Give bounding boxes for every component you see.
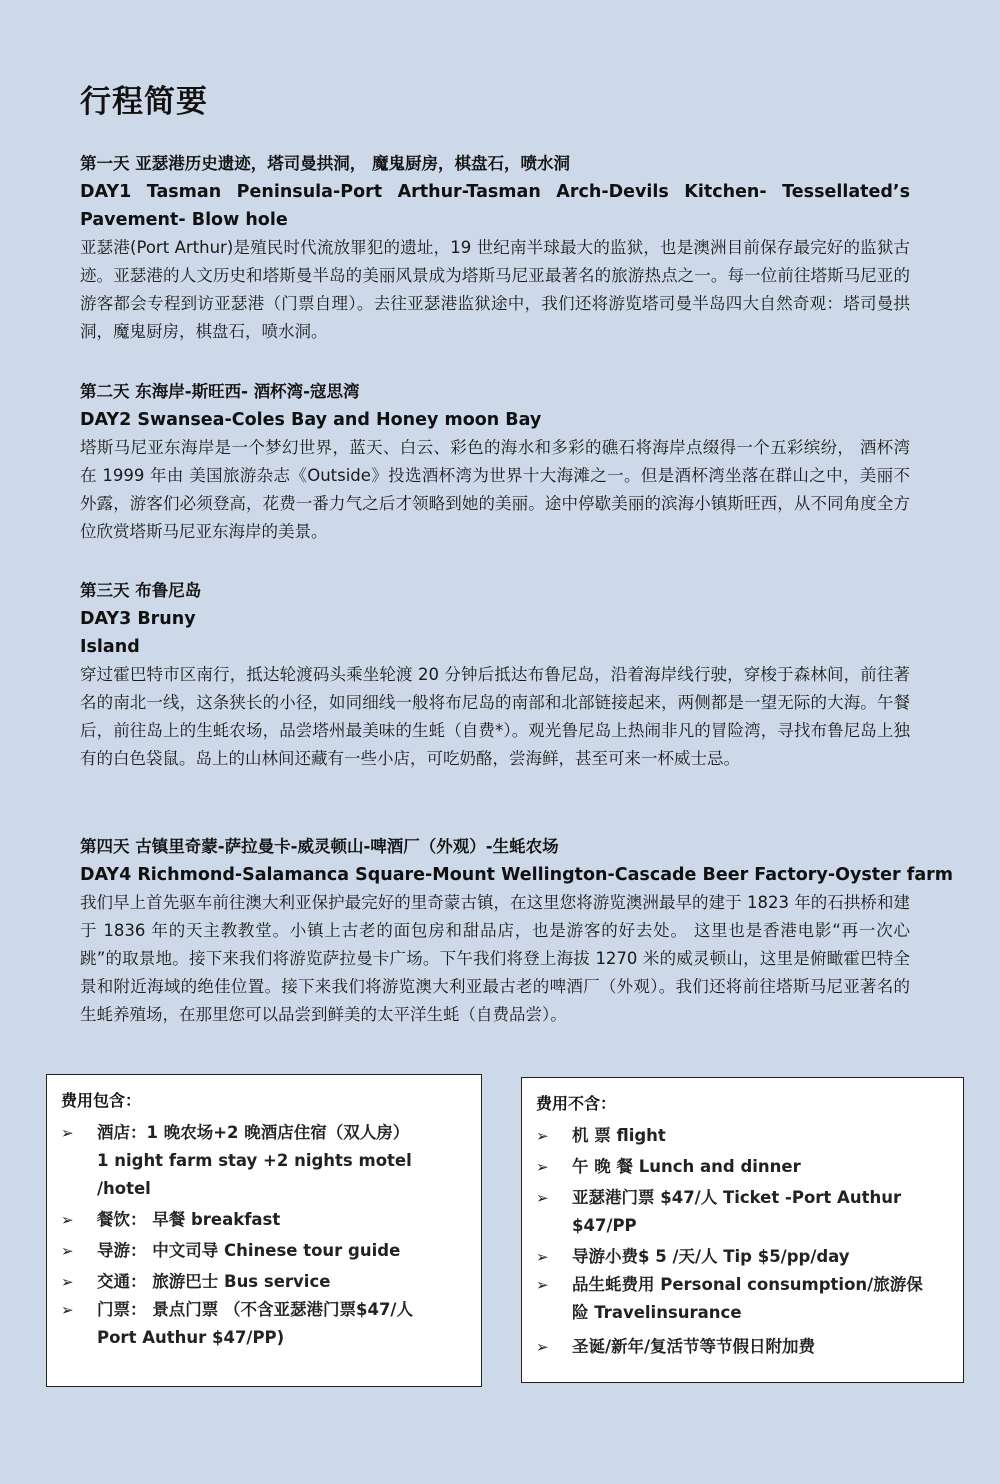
arrow-bullet-icon: ➢ <box>61 1242 74 1260</box>
arrow-bullet-icon: ➢ <box>61 1301 74 1319</box>
excluded-item: ➢ 品生蚝费用 Personal consumption/旅游保 <box>536 1271 949 1299</box>
included-item: ➢ 交通： 旅游巴士 Bus service <box>61 1268 467 1296</box>
excluded-item: ➢ 机 票 flight <box>536 1122 949 1150</box>
fees-included-box <box>46 1074 482 1387</box>
arrow-bullet-icon: ➢ <box>536 1158 549 1176</box>
day-2-english-title: DAY2 Swansea-Coles Bay and Honey moon Bay <box>80 410 542 430</box>
day-1-section <box>80 150 910 346</box>
included-item: ➢ 门票： 景点门票 （不含亚瑟港门票$47/人 <box>61 1296 467 1324</box>
fees-excluded-title: 费用不含： <box>536 1094 617 1113</box>
day-4-english-title: DAY4 Richmond-Salamanca Square-Mount Wellington-Cascade Beer Factory-Oyster farm <box>80 865 954 885</box>
page-title: 行程简要 <box>80 84 208 120</box>
day-2-description: 塔斯马尼亚东海岸是一个梦幻世界，蓝天、白云、彩色的海水和多彩的礁石将海岸点缀得一个五彩缤纷， 酒杯湾在 1999 年由 美国旅游杂志《Outside》投选酒杯湾为世界十大海滩之一。但是酒杯湾坐落在群山之中，美丽不外露，游客们必须登高，花费一番力气之后才领略到她的美丽。途中停歇美丽的滨海小镇斯旺西，从不同角度全方位欣赏塔斯马尼亚东海岸的美景。 <box>80 438 910 541</box>
day-2-section <box>80 378 910 546</box>
arrow-bullet-icon: ➢ <box>536 1338 549 1356</box>
included-item: ➢ 酒店：1 晚农场+2 晚酒店住宿（双人房） <box>61 1119 467 1147</box>
included-item-continued: Port Authur $47/PP) <box>97 1328 285 1347</box>
day-4-title: 第四天 古镇里奇蒙-萨拉曼卡-威灵顿山-啤酒厂（外观）-生蚝农场 <box>80 837 559 856</box>
arrow-bullet-icon: ➢ <box>536 1276 549 1294</box>
day-3-section <box>80 577 910 773</box>
excluded-item-continued: 险 Travelinsurance <box>572 1303 742 1322</box>
fees-included-title: 费用包含： <box>61 1091 142 1110</box>
excluded-item: ➢ 午 晚 餐 Lunch and dinner <box>536 1153 949 1181</box>
arrow-bullet-icon: ➢ <box>61 1211 74 1229</box>
day-4-description: 我们早上首先驱车前往澳大利亚保护最完好的里奇蒙古镇，在这里您将游览澳洲最早的建于 1823 年的石拱桥和建于 1836 年的天主教教堂。小镇上古老的面包房和甜品店，也是游客的好去处。 这里也是香港电影“再一次心跳”的取景地。接下来我们将游览萨拉曼卡广场。下午我们将登上海拔 1270 米的威灵顿山，这里是俯瞰霍巴特全景和附近海域的绝佳位置。接下来我们将游览澳大利亚最古老的啤酒厂（外观）。我们还将前往塔斯马尼亚著名的生蚝养殖场，在那里您可以品尝到鲜美的太平洋生蚝（自费品尝）。 <box>80 893 910 1024</box>
included-item: ➢ 导游： 中文司导 Chinese tour guide <box>61 1237 467 1265</box>
included-item: ➢ 餐饮： 早餐 breakfast <box>61 1206 467 1234</box>
arrow-bullet-icon: ➢ <box>536 1189 549 1207</box>
excluded-item: ➢ 导游小费$ 5 /天/人 Tip $5/pp/day <box>536 1243 949 1271</box>
arrow-bullet-icon: ➢ <box>536 1127 549 1145</box>
excluded-item: ➢ 圣诞/新年/复活节等节假日附加费 <box>536 1333 949 1361</box>
day-1-title: 第一天 亚瑟港历史遗迹，塔司曼拱洞， 魔鬼厨房，棋盘石，喷水洞 <box>80 154 570 173</box>
arrow-bullet-icon: ➢ <box>536 1248 549 1266</box>
fees-excluded-box <box>521 1077 964 1383</box>
day-2-title: 第二天 东海岸-斯旺西- 酒杯湾-寇思湾 <box>80 382 360 401</box>
arrow-bullet-icon: ➢ <box>61 1124 74 1142</box>
day-3-title: 第三天 布鲁尼岛 <box>80 581 202 600</box>
arrow-bullet-icon: ➢ <box>61 1273 74 1291</box>
included-item-continued: 1 night farm stay +2 nights motel /hotel <box>97 1151 412 1198</box>
day-4-section <box>80 833 954 1029</box>
day-1-english-title: DAY1 Tasman Peninsula-Port Arthur-Tasman Arch-Devils Kitchen- Tessellated’s Pavement- Blow hole <box>80 182 910 230</box>
day-3-english-title: DAY3 Bruny Island <box>80 609 196 657</box>
day-3-description: 穿过霍巴特市区南行，抵达轮渡码头乘坐轮渡 20 分钟后抵达布鲁尼岛，沿着海岸线行驶，穿梭于森林间，前往著名的南北一线，这条狭长的小径，如同细线一般将布尼岛的南部和北部链接起来，两侧都是一望无际的大海。午餐后，前往岛上的生蚝农场，品尝塔州最美味的生蚝（自费*）。观光鲁尼岛上热闹非凡的冒险湾，寻找布鲁尼岛上独有的白色袋鼠。岛上的山林间还藏有一些小店，可吃奶酪，尝海鲜，甚至可来一杯威士忌。 <box>80 665 910 768</box>
excluded-item-continued: $47/PP <box>572 1216 637 1235</box>
day-1-description: 亚瑟港(Port Arthur)是殖民时代流放罪犯的遗址，19 世纪南半球最大的监狱，也是澳洲目前保存最完好的监狱古迹。亚瑟港的人文历史和塔斯曼半岛的美丽风景成为塔斯马尼亚最著名的旅游热点之一。每一位前往塔斯马尼亚的游客都会专程到访亚瑟港（门票自理）。去往亚瑟港监狱途中，我们还将游览塔司曼半岛四大自然奇观：塔司曼拱洞，魔鬼厨房，棋盘石，喷水洞。 <box>80 238 910 341</box>
excluded-item: ➢ 亚瑟港门票 $47/人 Ticket -Port Authur <box>536 1184 949 1212</box>
